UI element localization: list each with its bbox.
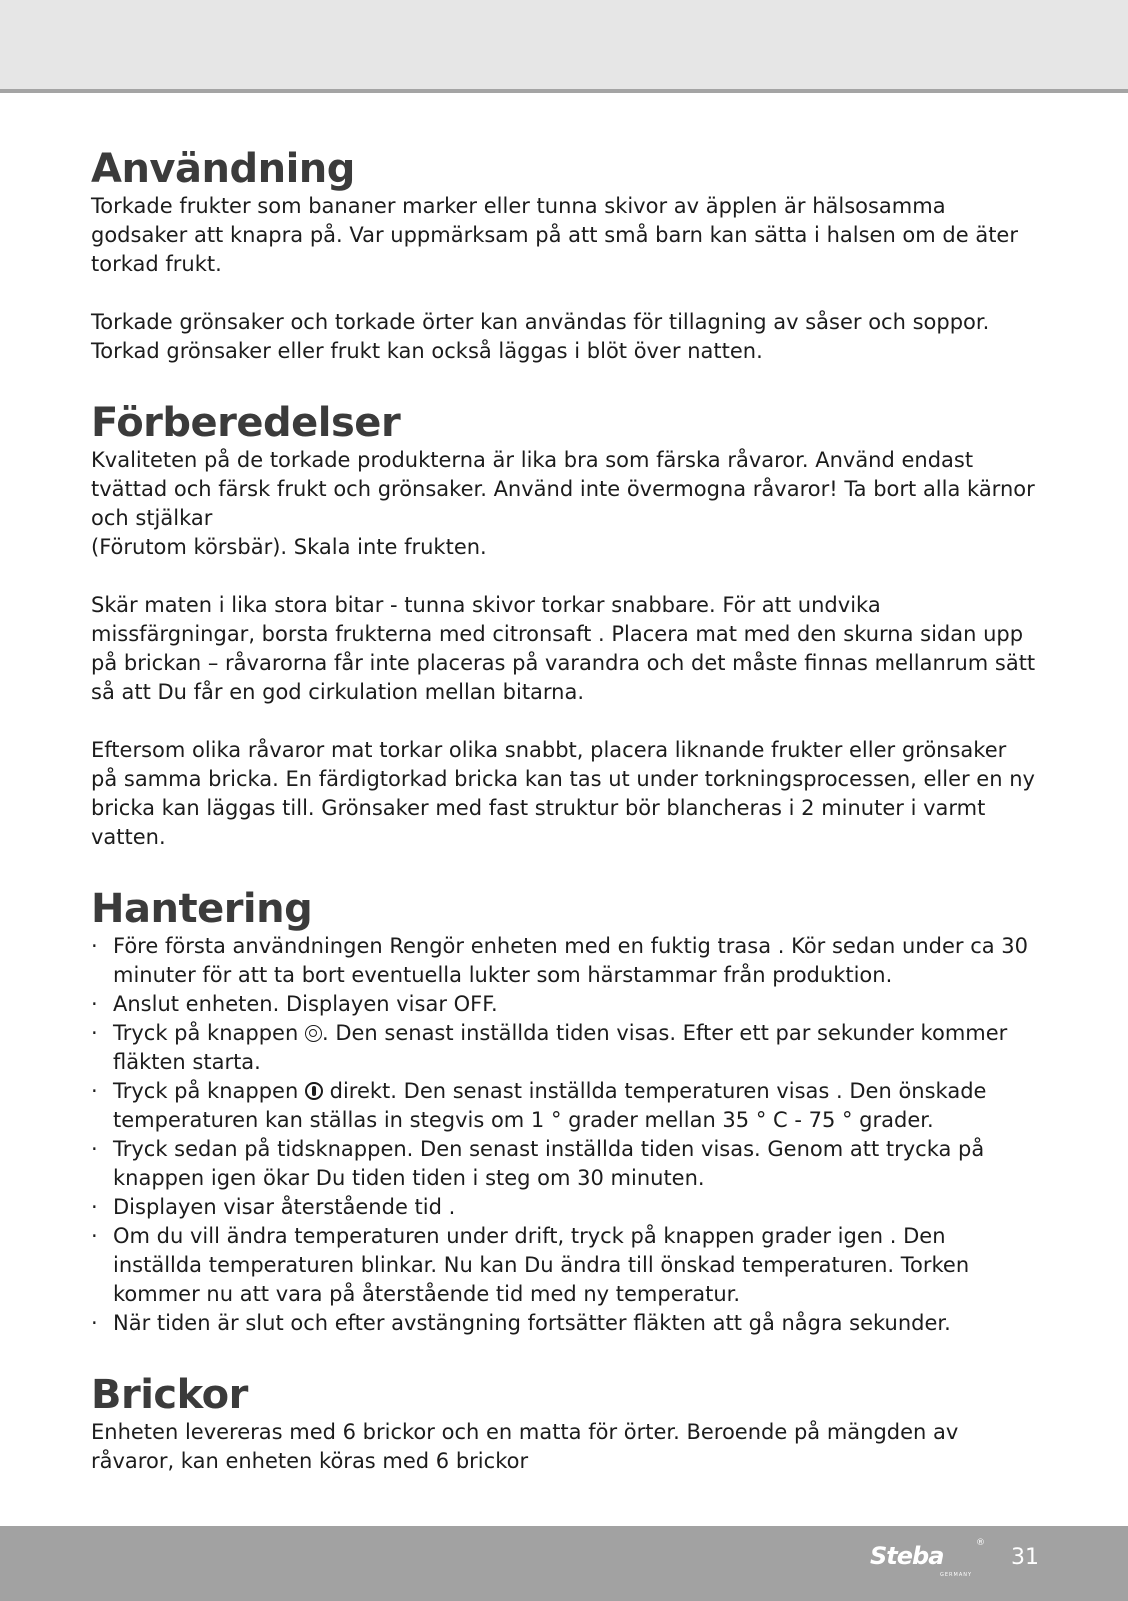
- paragraph: (Förutom körsbär). Skala inte frukten.: [91, 535, 487, 559]
- footer-band: [0, 1526, 1128, 1601]
- instruction-list: [91, 932, 1036, 1338]
- list-item: · Före första användningen Rengör enheten med en fuktig trasa . Kör sedan under ca 30 minuter för att ta bort eventuella lukter som härstammar från produktion.: [91, 932, 1036, 990]
- list-item-text: direkt. Den senast inställda temperaturen visas . Den önskade temperaturen kan ställas in stegvis om 1 ° grader mellan 35 ° C - 75 ° grader.: [113, 1079, 987, 1132]
- list-item: · Tryck sedan på tidsknappen. Den senast inställda tiden visas. Genom att trycka på knappen igen ökar Du tiden tiden i steg om 30 minuten.: [91, 1135, 1036, 1193]
- list-item: · Displayen visar återstående tid .: [91, 1193, 1036, 1222]
- paragraph: Eftersom olika råvaror mat torkar olika snabbt, placera liknande frukter eller grönsaker på samma bricka. En färdigtorkad bricka kan tas ut under torkningsprocessen, eller en ny bricka kan läggas till. Grönsaker med fast struktur bör blancheras i 2 minuter i varmt vatten.: [91, 738, 1035, 849]
- paragraph: Kvaliteten på de torkade produkterna är lika bra som färska råvaror. Använd endast tvättad och färsk frukt och grönsaker. Använd inte övermogna råvaror! Ta bort alla kärnor och stjälkar: [91, 448, 1035, 530]
- page-content: [91, 146, 1036, 1476]
- paragraph: Enheten levereras med 6 brickor och en matta för örter. Beroende på mängden av råvaror, kan enheten köras med 6 brickor: [91, 1420, 959, 1473]
- list-item: [91, 1019, 1036, 1077]
- paragraph: Torkade grönsaker och torkade örter kan användas för tillagning av såser och soppor. Torkad grönsaker eller frukt kan också läggas i blöt över natten.: [91, 310, 990, 363]
- heading-forberedelser: Förberedelser: [91, 400, 401, 446]
- list-item-text: Tryck på knappen: [113, 1079, 305, 1103]
- header-band: [0, 0, 1128, 93]
- page-number: 31: [1011, 1545, 1039, 1570]
- brand-logo-subtitle: GERMANY: [940, 1572, 973, 1578]
- list-item: [91, 1077, 1036, 1135]
- paragraph: Skär maten i lika stora bitar - tunna skivor torkar snabbare. För att undvika missfärgningar, borsta frukterna med citronsaft . Placera mat med den skurna sidan upp på brickan – råvarorna får inte placeras på varandra och det måste finnas mellanrum sätt så att Du får en god cirkulation mellan bitarna.: [91, 593, 1036, 704]
- paragraph: Torkade frukter som bananer marker eller tunna skivor av äpplen är hälsosamma godsaker att knapra på. Var uppmärksam på att små barn kan sätta i halsen om de äter torkad frukt.: [91, 194, 1018, 276]
- list-item-text: Tryck på knappen: [113, 1021, 305, 1045]
- heading-brickor: Brickor: [91, 1372, 248, 1418]
- heading-anvandning: Användning: [91, 146, 355, 192]
- list-item: · När tiden är slut och efter avstängning fortsätter fläkten att gå några sekunder.: [91, 1309, 1036, 1338]
- list-item-text: . Den senast inställda tiden visas. Efter ett par sekunder kommer fläkten starta.: [113, 1021, 1008, 1074]
- heading-hantering: Hantering: [91, 886, 313, 932]
- brand-logo: Steba: [870, 1542, 944, 1570]
- list-item: · Om du vill ändra temperaturen under drift, tryck på knappen grader igen . Den inställda temperaturen blinkar. Nu kan Du ändra till önskad temperaturen. Torken kommer nu att vara på återstående tid med ny temperatur.: [91, 1222, 1036, 1309]
- list-item: · Anslut enheten. Displayen visar OFF.: [91, 990, 1036, 1019]
- power-icon: [305, 1025, 322, 1042]
- registered-mark: ®: [976, 1538, 985, 1548]
- temperature-icon: [305, 1082, 323, 1100]
